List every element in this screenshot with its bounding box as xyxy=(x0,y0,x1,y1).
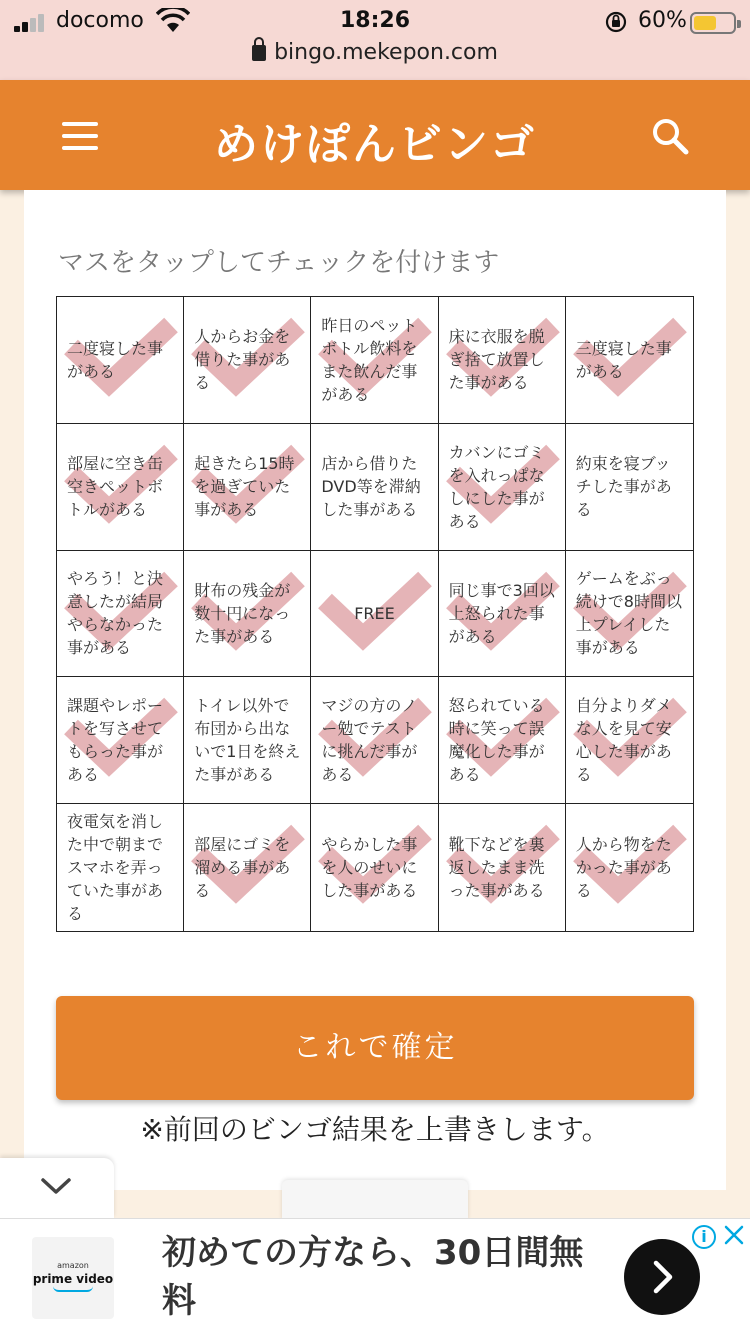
bingo-cell-text: 三度寝した事がある xyxy=(575,338,672,381)
bingo-cell-text: 床に衣服を脱ぎ捨て放置した事がある xyxy=(448,327,545,393)
bingo-cell-text: 部屋にゴミを溜める事がある xyxy=(194,835,291,901)
bingo-cell[interactable] xyxy=(57,677,184,804)
bingo-cell-text: 店から借りたDVD等を滞納した事がある xyxy=(321,454,421,520)
bingo-cell[interactable] xyxy=(439,297,566,424)
bingo-cell-text: 約束を寝ブッチした事がある xyxy=(575,454,672,520)
bingo-cell-text: マジの方のノー勉でテストに挑んだ事がある xyxy=(321,696,418,785)
carrier-name: docomo xyxy=(56,8,144,33)
battery-percent: 60% xyxy=(638,8,687,33)
site-header xyxy=(0,80,750,190)
bingo-cell-text: やらかした事を人のせいにした事がある xyxy=(321,835,418,901)
ad-logo-line2: prime video xyxy=(32,1272,114,1286)
bingo-cell[interactable] xyxy=(184,297,311,424)
bingo-cell[interactable] xyxy=(566,424,693,551)
partial-button[interactable] xyxy=(282,1180,468,1220)
bingo-cell-text: 起きたら15時を過ぎていた事がある xyxy=(194,454,295,520)
bingo-cell[interactable] xyxy=(566,551,693,678)
bingo-panel xyxy=(24,190,726,1190)
bingo-cell-text: 二度寝した事がある xyxy=(67,338,164,381)
battery-icon xyxy=(690,12,736,34)
bingo-cell[interactable] xyxy=(311,297,438,424)
bingo-cell-text: 自分よりダメな人を見て安心した事がある xyxy=(575,696,672,785)
bingo-cell[interactable] xyxy=(566,804,693,931)
rotation-lock-icon xyxy=(604,10,628,34)
address-bar[interactable] xyxy=(0,40,750,65)
bingo-cell[interactable] xyxy=(311,424,438,551)
bingo-cell[interactable] xyxy=(57,297,184,424)
bingo-cell[interactable] xyxy=(184,424,311,551)
instruction-text: マスをタップしてチェックを付けます xyxy=(58,248,500,278)
bingo-cell-text: 同じ事で3回以上怒られた事がある xyxy=(448,580,555,646)
bingo-cell[interactable] xyxy=(57,551,184,678)
bingo-cell[interactable] xyxy=(439,804,566,931)
bingo-cell-text: やろう！と決意したが結局やらなかった事がある xyxy=(67,569,164,658)
ad-banner[interactable] xyxy=(0,1218,750,1334)
site-logo[interactable]: めけぽんビンゴ xyxy=(214,119,536,170)
bingo-cell[interactable] xyxy=(439,551,566,678)
status-bar xyxy=(0,0,750,80)
bingo-cell[interactable] xyxy=(439,677,566,804)
search-icon[interactable] xyxy=(650,116,690,156)
bingo-cell-text: 部屋に空き缶空きペットボトルがある xyxy=(67,454,164,520)
bingo-cell[interactable] xyxy=(566,677,693,804)
bingo-cell-text: FREE xyxy=(354,603,395,623)
bingo-cell-text: 昨日のペットボトル飲料をまた飲んだ事がある xyxy=(321,315,418,404)
lock-icon xyxy=(252,45,266,61)
bingo-cell-text: 人から物をたかった事がある xyxy=(575,835,672,901)
bingo-cell[interactable] xyxy=(311,551,438,678)
bingo-grid xyxy=(56,296,694,932)
bingo-cell-text: トイレ以外で布団から出ないで1日を終えた事がある xyxy=(194,696,301,785)
ad-collapse-tab[interactable] xyxy=(0,1158,114,1218)
bingo-cell-text: ゲームをぶっ続けで8時間以上プレイした事がある xyxy=(575,569,682,658)
bingo-cell[interactable] xyxy=(184,677,311,804)
ad-text: 初めての方なら、30日間無料 xyxy=(162,1233,584,1321)
overwrite-note: ※前回のビンゴ結果を上書きします。 xyxy=(140,1113,610,1146)
bingo-cell-text: 財布の残金が数十円になった事がある xyxy=(194,580,291,646)
bingo-cell[interactable] xyxy=(57,424,184,551)
bingo-cell-text: 夜電気を消した中で朝までスマホを弄っていた事がある xyxy=(67,812,164,924)
ad-next-button[interactable] xyxy=(624,1239,700,1315)
ad-logo xyxy=(32,1237,114,1319)
bingo-cell[interactable] xyxy=(184,804,311,931)
bingo-cell-text: 靴下などを裏返したまま洗った事がある xyxy=(448,835,545,901)
chevron-down-icon xyxy=(40,1176,72,1198)
chevron-right-icon xyxy=(646,1259,678,1295)
bingo-cell[interactable] xyxy=(311,677,438,804)
clock: 18:26 xyxy=(339,8,411,33)
bingo-cell-text: 怒られている時に笑って誤魔化した事がある xyxy=(448,696,545,785)
bingo-cell[interactable] xyxy=(311,804,438,931)
ad-logo-line1: amazon xyxy=(57,1261,89,1270)
bingo-cell-text: カバンにゴミを入れっぱなしにした事がある xyxy=(448,442,545,531)
url-text: bingo.mekepon.com xyxy=(274,40,498,65)
confirm-button[interactable]: これで確定 xyxy=(56,996,694,1100)
close-icon[interactable] xyxy=(722,1223,746,1247)
bingo-cell-text: 人からお金を借りた事がある xyxy=(194,327,291,393)
bingo-cell[interactable] xyxy=(57,804,184,931)
info-icon[interactable]: i xyxy=(692,1225,716,1249)
bingo-cell-text: 課題やレポートを写させてもらった事がある xyxy=(67,696,164,785)
bingo-cell[interactable] xyxy=(184,551,311,678)
bingo-cell[interactable] xyxy=(566,297,693,424)
bingo-cell[interactable] xyxy=(439,424,566,551)
